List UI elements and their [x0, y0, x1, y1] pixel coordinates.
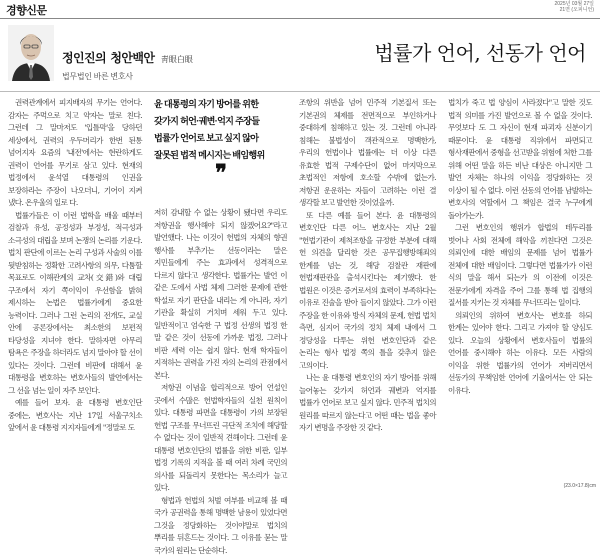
- paragraph: 권력관계에서 피지배자의 무기는 언어다. 감자는 주먹으로 치고 약자는 말로 친다. 그런데 그 말마저도 '입틀막'을 당하던 세상에서, 권력의 우두머리가 한번 된통 넘어지자 요즘의 '내전'에서는 현란하게도 권력이 언어를 무기로 삼고 있다. 현재의 법정에서 윤석열 대통령의 인권을 보장하라는 주장이 나오더니, 기어이 지켜 냈다. 온우울의 일로 다.: [8, 97, 142, 210]
- body-column-1: [8, 97, 142, 485]
- pull-quote: [154, 96, 288, 204]
- article-size-note: (23.0×17.8)cm: [564, 483, 596, 489]
- pull-quote-line: 잘못된 법적 메시지는 배임행위: [154, 147, 288, 164]
- paragraph: 그런 변호인의 행위가 합법의 테두리를 벗어나 사회 전체에 해악을 끼친다면 그것은 의뢰인에 대한 배임의 문제를 넘어 법률가 전체에 대한 배임이다. 그렇다면 법률가가 이런 식의 말을 해서 되는가 의 이전에 이것은 전문가에게 자격을 주어 그를 통해 법 집행의 질서를 지키는 것 자체를 무너뜨리는 일이다.: [448, 222, 592, 310]
- body-column-4: [448, 97, 592, 485]
- header-divider: [0, 91, 600, 92]
- masthead-bar: [0, 0, 600, 17]
- paragraph: 저항권 이념을 합리적으로 방어 언설인 곳에서 수많은 헌법학자들의 실천 원칙이 있다. 대통령 파면을 대통령이 가의 보장된 헌법 구조를 무너뜨린 극단적 조치에 해당할 수 없다는 것이 일반적 견해이다. 그런데 윤 대통령 변호인단의 법률을 위한 비판, 일부 법정 기록의 지적을 볼 때 여러 차례 국민의 의사를 되돌리지 못한다는 목소리가 늘고 있다.: [154, 382, 287, 495]
- paragraph: 예를 들어 보자. 윤 대통령 변호인단 중에는, 변호사는 지난 17일 서울구치소 앞에서 윤 대통령 지지자들에게 "정말로 도: [8, 397, 142, 435]
- paragraph: 나는 윤 대통령 변호인의 자기 방어를 위해 늘어놓는 갖가지 허언과 궤변과 억지를 법률가 언어로 보고 싶지 않다. 민주적 법치의 원리를 따르지 않는다고 어떤 때는 법을 좋아 자기 변명을 주장한 것 같다.: [299, 372, 436, 435]
- dateline: [554, 1, 594, 13]
- pull-quote-line: 법률가 언어로 보고 싶지 않아: [154, 130, 288, 147]
- column-title: 청안백안: [110, 51, 154, 65]
- pull-quote-line: 갖가지 허언·궤변·억지 주장들: [154, 113, 288, 130]
- paragraph: 법치가 죽고 법 양심이 사라졌다"고 말한 것도 법적 의미를 가진 발언으로 볼 수 없을 것이다. 무엇보다 도 그 자신이 현재 파괴자 신분이기 때문이다. 윤 대통령 직위에서 파면되고 형사재판에서 중형을 선고받을 위험에 처한 그를 위해 어떤 말을 하든 비난 대상은 아니지만 그 발언 자체는 하나의 이익을 정당화하는 것 이상이 될 수 없다. 이런 선동의 언어를 남발하는 변호사의 역할에서 그 책임은 결국 누구에게 돌아가는가.: [448, 97, 592, 222]
- headline: 법률가 언어, 선동가 언어: [374, 37, 586, 66]
- author-portrait-icon: [8, 25, 54, 81]
- byline: [62, 49, 193, 67]
- column-title-hanja: 靑眼白眼: [161, 55, 193, 64]
- body-column-3: [299, 97, 436, 485]
- newspaper-masthead: 경향신문: [6, 2, 47, 18]
- pull-quote-line: 윤 대통령의 자기 방어를 위한: [154, 96, 288, 113]
- publication-date: 2025년 03월 27일: [554, 1, 594, 7]
- column-header: [0, 19, 600, 91]
- paragraph: 조항의 위반을 넘어 민주적 기본질서 또는 기본권의 체제를 전면적으로 부인하거나 중대하게 침해하고 있는 것. 그런데 아니라 침해는 불법성이 객관적으로 명백한가, 우리의 헌법이나 법률에는 더 이상 다른 유효한 법적 구제수단이 없어 마지막으로 초법적인 저항에 호소할 수밖에 없는가. 저항권 운운하는 자들이 고려하는 이런 결 생각할 보고 발언한 것이었을까.: [299, 97, 436, 210]
- author-photo: [8, 25, 54, 81]
- paragraph: 또 다른 예를 들어 본다. 윤 대통령의 변호인단 다른 어느 변호사는 지난 2월 "헌법기관이 제척조항을 규정한 부분에 대해 헌 의견을 달리한 것은 공무집행방해죄의 한계를 넘는 것, 해당 검찰관 재판에 헌법재판관을 출석시킨다는 제기했다. 한 법원은 이것은 증거로서의 효력이 부족하다는 이유로 진술을 받아 들이지 않았다. 그가 이런 주장을 한 이유와 방식 자체의 문제, 헌법 법치 측면, 심지어 국가의 정치 체제 내에서 그 정당성을 다투는 위헌 변호인단과 같은 논리는 형사 법정 쪽의 틀을 갖추지 않은 고의이다.: [299, 210, 436, 373]
- page-label: 21면 (오피니언): [554, 7, 594, 13]
- paragraph: 의뢰인의 위하여 변호사는 변호를 하되 한계는 있어야 한다. 그리고 가져야 할 양심도 있다. 오늘의 상황에서 변호사들이 법률의 언어를 중시해야 하는 이유다. 모든 사람의 이익을 위한 법률가의 언어가 져버리면서 선동가의 무책임한 언어에 기울어서는 안 되는 이유다.: [448, 310, 592, 398]
- paragraph: 저히 감내할 수 없는 상황이 됐다면 우리도 저항권을 행사해야 되지 않겠어요?"라고 발언했다. 나는 이것이 헌법의 자체의 향권 행사를 부추기는 선동이라는 말은 지민들에게 주는 효과에서 성격적으로 다르지 않다고 생각한다. 법률가는 발언 이 같은 도에서 사법 체제 그러한 문제에 관한 학설로 자기 판단을 내리는 게 아니라, 자기 기관을 확실히 거치며 세워 두고 있다. 일반적이고 엄숙한 구 법정 선생의 법정 한 말 같은 것이 선동에 가까운 법정, 그러나 비판 세력 이는 쉽지 않다. 현재 학자들이 지적하는 권력을 가진 자의 논리의 관점에서 본다.: [154, 207, 287, 382]
- paragraph: 법률가들은 이 이런 법학을 배울 때부터 검찰과 유성, 공정성과 부정성, 적극성과 소극성의 대립을 보며 논쟁의 논리를 기운다. 법치 판단에 이르는 논리 구성과 사술의 이를 뒷받침하는 정확한 고려사항의 의무, 다툼할 목표로도 이해관계의 교차(交錯)와 대립 구조에서 자기 쪽이익이 우선함을 밝혀 제시하는 논법은 법률가에게 중요한 능력이다. 그러나 그런 논리의 전개도, 교실 안에 공론장에서는 최소한의 보편적 타당성을 지녀야 한다. 말하자면 아무리 탐욕은 주장을 하더라도 넘지 말아야 할 선이 있다는 것이다. 그런데 비판에 대해서 윤 대통령을 변호하는 변호사들의 발언에서는 그 선을 넘는 일이 자주 보인다.: [8, 210, 142, 398]
- paragraph: 형법과 헌법의 처벌 여부를 비교해 볼 때 국가 공권력을 통해 명백한 남용이 있었다면 그것을 정당화하는 것이야말로 법치의 뿌리를 뒤흔드는 것이다. 그 이유를 묻는 말 국가의 원리는 단순하다.: [154, 495, 287, 557]
- author-name: 정인진의: [62, 51, 106, 65]
- author-affiliation: 법무법인 바른 변호사: [62, 71, 133, 82]
- body-column-2: [154, 207, 287, 485]
- quote-mark-icon: ❞: [154, 166, 288, 180]
